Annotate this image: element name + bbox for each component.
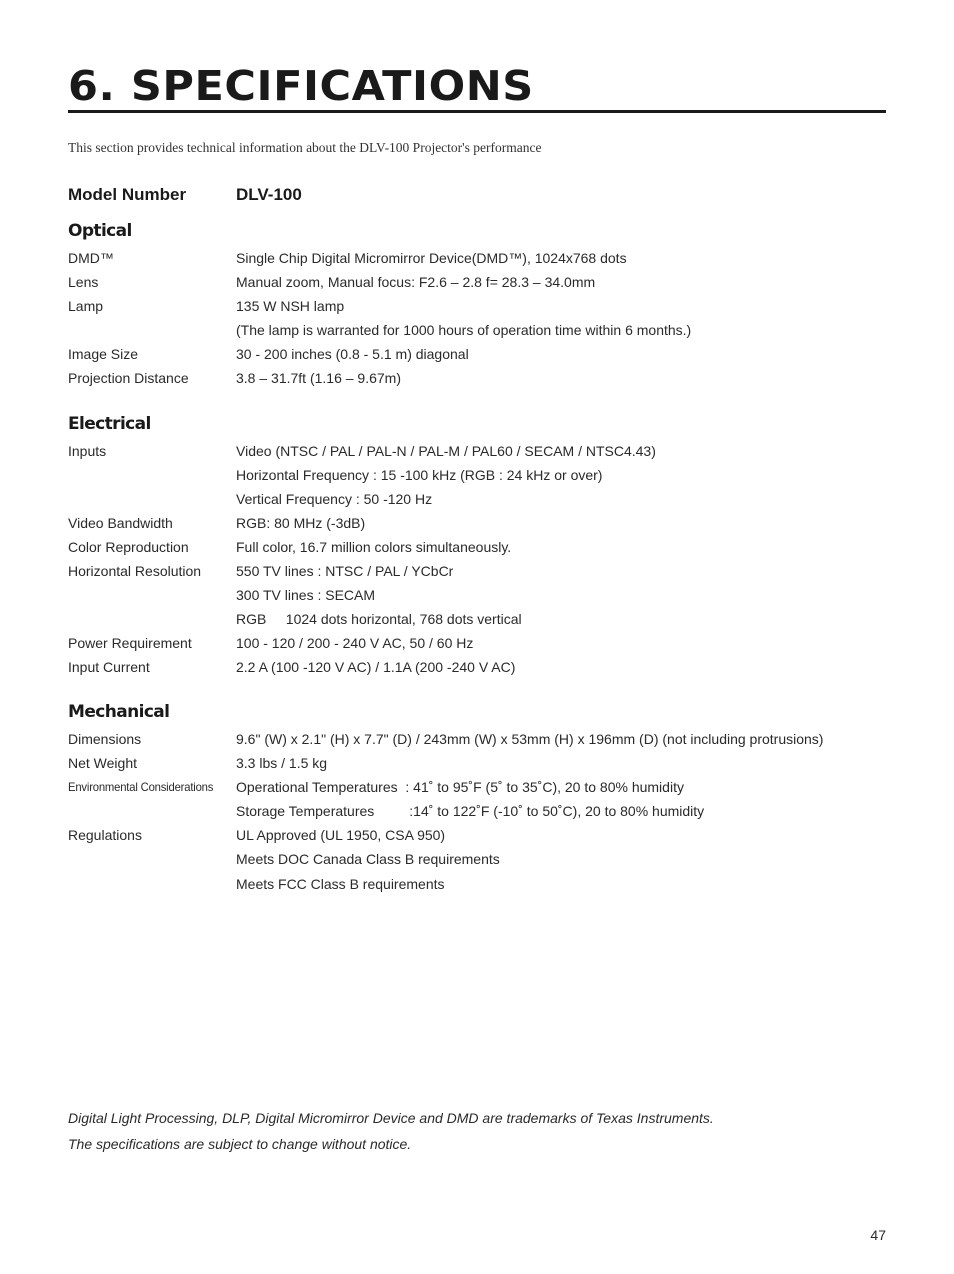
spec-value: 30 - 200 inches (0.8 - 5.1 m) diagonal xyxy=(236,346,469,362)
trademark-notice: Digital Light Processing, DLP, Digital Micromirror Device and DMD are trademarks of Texas Instruments. xyxy=(68,1110,714,1126)
spec-label: Lens xyxy=(68,274,99,290)
spec-label: Inputs xyxy=(68,443,107,459)
section-heading-electrical: Electrical xyxy=(68,414,151,434)
spec-row-dimensions xyxy=(68,730,886,754)
spec-label: Video Bandwidth xyxy=(68,515,173,531)
spec-value: 135 W NSH lamp xyxy=(236,298,345,314)
spec-label: Dimensions xyxy=(68,731,142,747)
spec-label: Input Current xyxy=(68,659,150,675)
spec-row-video-bandwidth xyxy=(68,514,886,538)
spec-row-storage-temperatures xyxy=(68,802,886,826)
spec-label: DMD™ xyxy=(68,250,114,266)
spec-label: Lamp xyxy=(68,298,104,314)
section-heading-optical: Optical xyxy=(68,221,132,241)
spec-row-lens xyxy=(68,273,886,297)
spec-value: UL Approved (UL 1950, CSA 950) xyxy=(236,827,446,843)
spec-value: 2.2 A (100 -120 V AC) / 1.1A (200 -240 V AC) xyxy=(236,659,516,675)
spec-label: Environmental Considerations xyxy=(68,780,214,794)
footnotes xyxy=(68,1105,714,1157)
change-notice: The specifications are subject to change without notice. xyxy=(68,1136,412,1152)
spec-value: Manual zoom, Manual focus: F2.6 – 2.8 f= 28.3 – 34.0mm xyxy=(236,274,596,290)
spec-row-lamp-warranty xyxy=(68,321,886,345)
spec-row-rgb-resolution xyxy=(68,610,886,634)
spec-value: Full color, 16.7 million colors simultaneously. xyxy=(236,539,512,555)
spec-value: Operational Temperatures : 41˚ to 95˚F (5˚ to 35˚C), 20 to 80% humidity xyxy=(236,779,684,795)
spec-value: 3.8 – 31.7ft (1.16 – 9.67m) xyxy=(236,370,401,386)
spec-row-fcc xyxy=(68,875,886,899)
spec-row-image-size xyxy=(68,345,886,369)
spec-value: 9.6" (W) x 2.1" (H) x 7.7" (D) / 243mm (W) x 53mm (H) x 196mm (D) (not including protrusions) xyxy=(236,731,824,747)
spec-row-environmental-considerations xyxy=(68,778,886,802)
spec-label: Color Reproduction xyxy=(68,539,189,555)
page-number: 47 xyxy=(870,1227,886,1243)
spec-value: 3.3 lbs / 1.5 kg xyxy=(236,755,328,771)
spec-row-inputs xyxy=(68,442,886,466)
spec-label: Power Requirement xyxy=(68,635,192,651)
spec-value: 300 TV lines : SECAM xyxy=(236,587,376,603)
spec-row-projection-distance xyxy=(68,369,886,393)
spec-label: Image Size xyxy=(68,346,139,362)
spec-row-horizontal-resolution xyxy=(68,562,886,586)
specifications-page xyxy=(68,0,886,1274)
spec-row-dmd xyxy=(68,249,886,273)
spec-value: Single Chip Digital Micromirror Device(DMD™), 1024x768 dots xyxy=(236,250,627,266)
spec-row-input-current xyxy=(68,658,886,682)
model-number-label: Model Number xyxy=(68,185,187,204)
spec-value: (The lamp is warranted for 1000 hours of operation time within 6 months.) xyxy=(236,322,692,338)
spec-row-lamp xyxy=(68,297,886,321)
spec-label: Projection Distance xyxy=(68,370,189,386)
spec-value: Meets DOC Canada Class B requirements xyxy=(236,851,500,867)
spec-value: RGB 1024 dots horizontal, 768 dots vertical xyxy=(236,611,522,627)
intro-text: This section provides technical information about the DLV-100 Projector's performance xyxy=(68,140,542,155)
spec-row-power-requirement xyxy=(68,634,886,658)
section-heading-mechanical: Mechanical xyxy=(68,702,170,722)
spec-value: Video (NTSC / PAL / PAL-N / PAL-M / PAL60 / SECAM / NTSC4.43) xyxy=(236,443,656,459)
spec-row-color-reproduction xyxy=(68,538,886,562)
model-number-value: DLV-100 xyxy=(236,185,302,204)
spec-value: Storage Temperatures :14˚ to 122˚F (-10˚ to 50˚C), 20 to 80% humidity xyxy=(236,803,705,819)
spec-value: RGB: 80 MHz (-3dB) xyxy=(236,515,366,531)
spec-label: Net Weight xyxy=(68,755,137,771)
title-divider xyxy=(68,110,886,113)
spec-row-secam-resolution xyxy=(68,586,886,610)
spec-value: 100 - 120 / 200 - 240 V AC, 50 / 60 Hz xyxy=(236,635,474,651)
spec-value: Vertical Frequency : 50 -120 Hz xyxy=(236,491,433,507)
page-title: 6. SPECIFICATIONS xyxy=(68,62,534,110)
spec-row-regulations xyxy=(68,826,886,850)
spec-row-doc-canada xyxy=(68,850,886,874)
spec-value: 550 TV lines : NTSC / PAL / YCbCr xyxy=(236,563,454,579)
spec-row-horizontal-frequency xyxy=(68,466,886,490)
spec-label: Horizontal Resolution xyxy=(68,563,202,579)
spec-row-net-weight xyxy=(68,754,886,778)
spec-label: Regulations xyxy=(68,827,142,843)
spec-value: Horizontal Frequency : 15 -100 kHz (RGB : 24 kHz or over) xyxy=(236,467,603,483)
spec-value: Meets FCC Class B requirements xyxy=(236,876,445,892)
spec-row-vertical-frequency xyxy=(68,490,886,514)
